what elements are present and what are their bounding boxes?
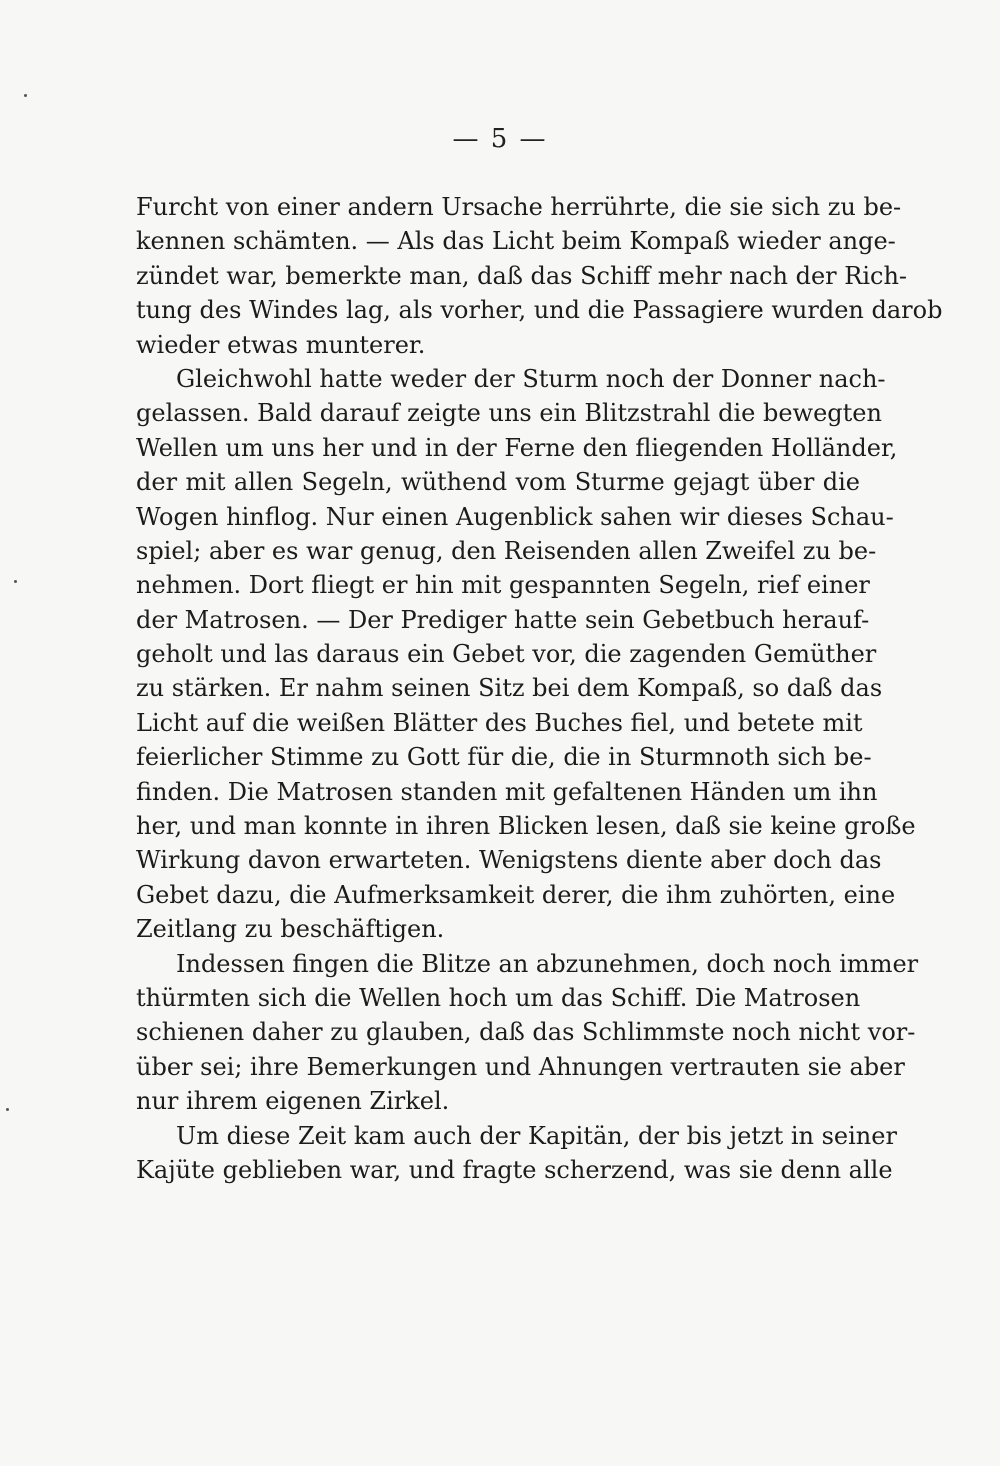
text-line: nehmen. Dort fliegt er hin mit gespannten Segeln, rief einer xyxy=(136,571,870,600)
print-speck xyxy=(6,1108,9,1111)
text-line: feierlicher Stimme zu Gott für die, die in Sturmnoth sich be- xyxy=(136,743,872,772)
page-number: — 5 — xyxy=(452,124,548,154)
print-speck xyxy=(14,580,17,583)
text-line: gelassen. Bald darauf zeigte uns ein Blitzstrahl die bewegten xyxy=(136,399,882,428)
text-line: tung des Windes lag, als vorher, und die Passagiere wurden darob xyxy=(136,296,943,325)
print-speck xyxy=(24,94,27,97)
text-line: her, und man konnte in ihren Blicken lesen, daß sie keine große xyxy=(136,812,916,841)
text-line: zündet war, bemerkte man, daß das Schiff mehr nach der Rich- xyxy=(136,261,908,290)
text-line: Kajüte geblieben war, und fragte scherzend, was sie denn alle xyxy=(136,1155,893,1184)
text-line: der mit allen Segeln, wüthend vom Sturme gejagt über die xyxy=(136,468,860,497)
text-line: über sei; ihre Bemerkungen und Ahnungen vertrauten sie aber xyxy=(136,1052,905,1081)
text-line: Gebet dazu, die Aufmerksamkeit derer, die ihm zuhörten, eine xyxy=(136,880,896,909)
text-line: Indessen fingen die Blitze an abzunehmen, doch noch immer xyxy=(176,949,919,978)
text-line: der Matrosen. — Der Prediger hatte sein Gebetbuch herauf- xyxy=(136,605,870,634)
text-line: Furcht von einer andern Ursache herrührte, die sie sich zu be- xyxy=(136,193,902,221)
text-line: Licht auf die weißen Blätter des Buches fiel, und betete mit xyxy=(136,708,863,737)
text-line: geholt und las daraus ein Gebet vor, die zagenden Gemüther xyxy=(136,640,877,669)
text-line: Zeitlang zu beschäftigen. xyxy=(136,915,445,944)
text-line: Um diese Zeit kam auch der Kapitän, der bis jetzt in seiner xyxy=(176,1121,897,1150)
text-line: Wellen um uns her und in der Ferne den fliegenden Holländer, xyxy=(136,433,898,462)
body-text xyxy=(136,190,943,1187)
text-line: nur ihrem eigenen Zirkel. xyxy=(136,1087,450,1116)
text-line: schienen daher zu glauben, daß das Schlimmste noch nicht vor- xyxy=(136,1018,916,1047)
text-line: finden. Die Matrosen standen mit gefaltenen Händen um ihn xyxy=(136,777,878,806)
text-line: thürmten sich die Wellen hoch um das Schiff. Die Matrosen xyxy=(136,983,861,1012)
text-line: zu stärken. Er nahm seinen Sitz bei dem Kompaß, so daß das xyxy=(136,674,883,703)
text-line: Wogen hinflog. Nur einen Augenblick sahen wir dieses Schau- xyxy=(136,502,894,531)
text-line: Gleichwohl hatte weder der Sturm noch der Donner nach- xyxy=(176,364,886,393)
text-line: kennen schämten. — Als das Licht beim Kompaß wieder ange- xyxy=(136,227,896,256)
text-line: Wirkung davon erwarteten. Wenigstens diente aber doch das xyxy=(136,846,882,875)
text-line: spiel; aber es war genug, den Reisenden allen Zweifel zu be- xyxy=(136,536,877,565)
text-line: wieder etwas munterer. xyxy=(136,330,426,359)
